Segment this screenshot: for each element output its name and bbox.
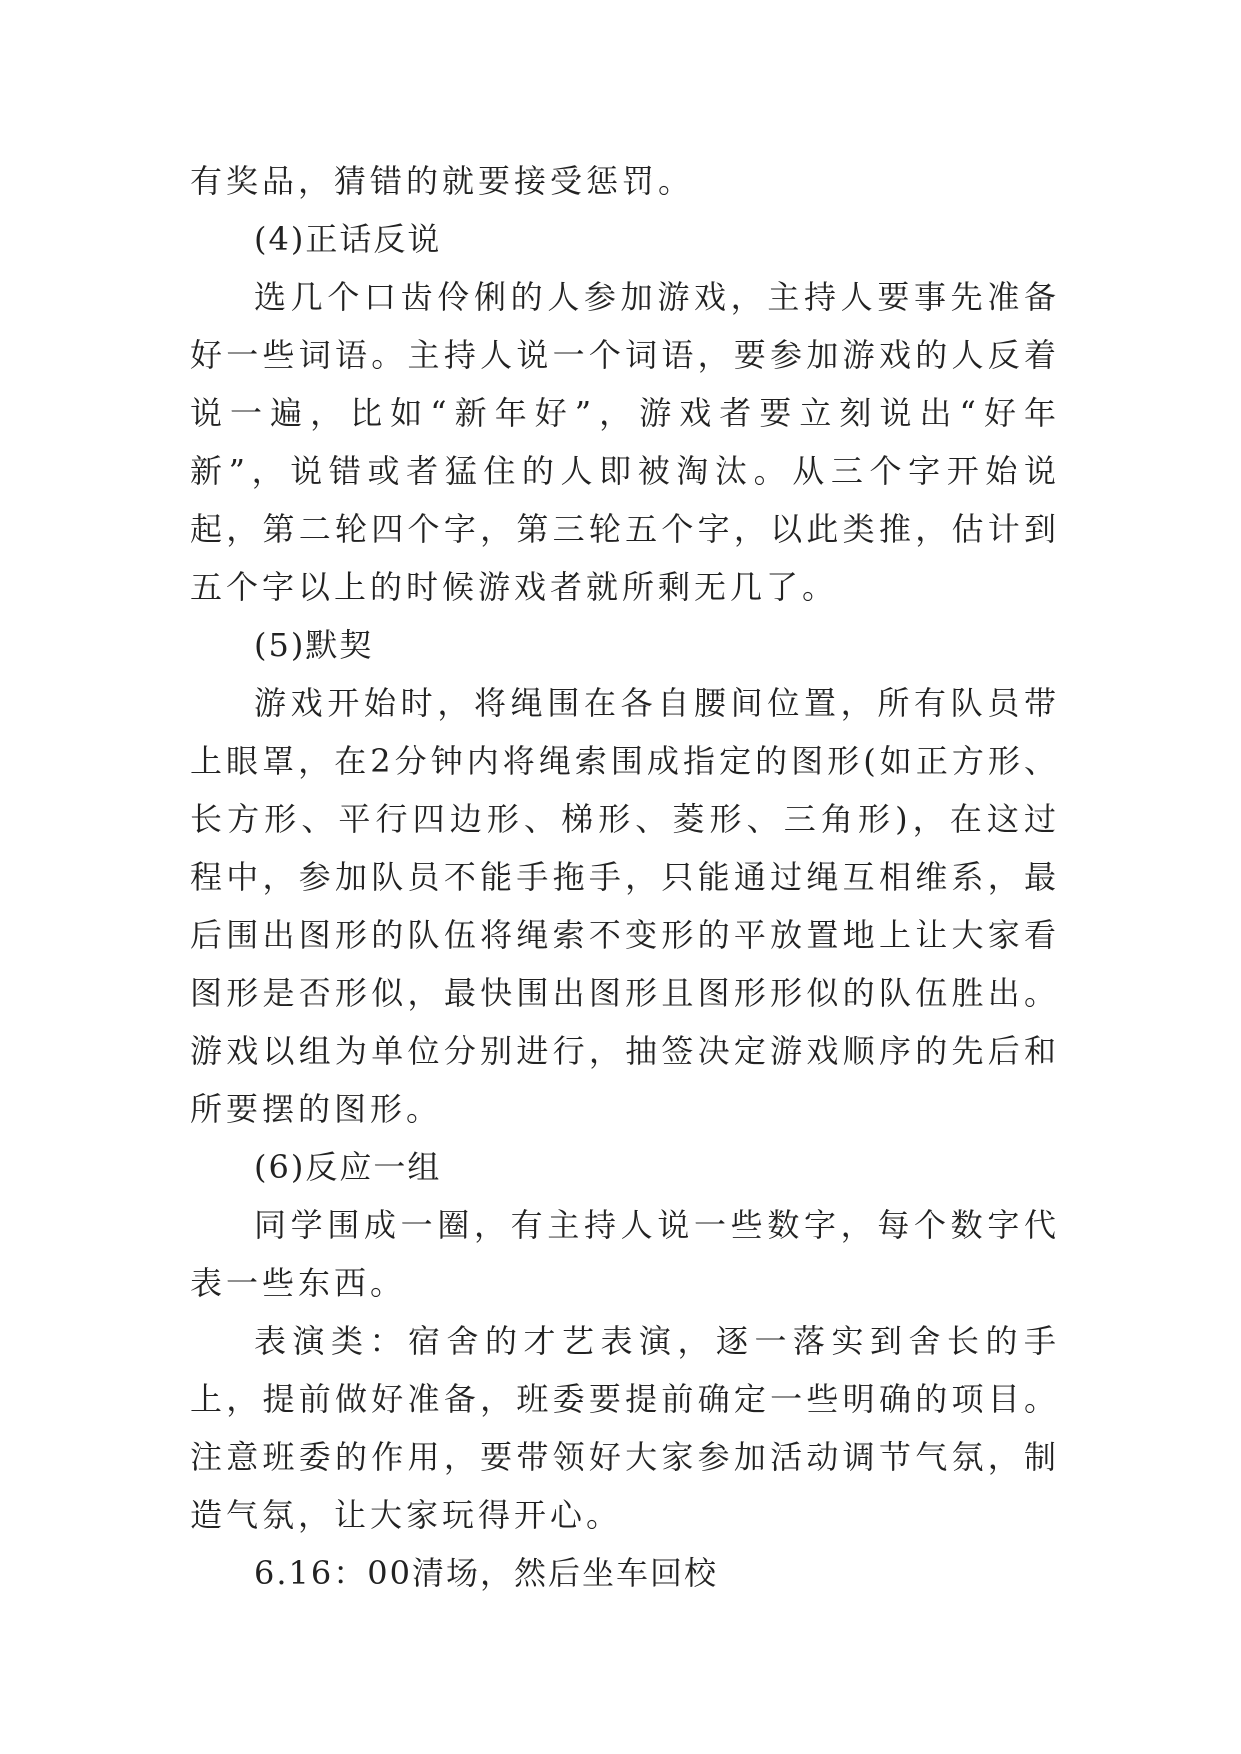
- section-heading-6: (6)反应一组: [254, 1148, 442, 1186]
- paragraph-continued: 有奖品，猜错的就要接受惩罚。: [190, 162, 695, 200]
- paragraph-reaction-game: 同学围成一圈，有主持人说一些数字，每个数字代表一些东西。: [190, 1206, 1060, 1302]
- section-heading-4: (4)正话反说: [254, 220, 442, 258]
- section-heading-5: (5)默契: [254, 626, 374, 664]
- paragraph-performance: 表演类：宿舍的才艺表演，逐一落实到舍长的手上，提前做好准备，班委要提前确定一些明确的项目。注意班委的作用，要带领好大家参加活动调节气氛，制造气氛，让大家玩得开心。: [190, 1322, 1060, 1534]
- paragraph-tacit-understanding: 游戏开始时，将绳围在各自腰间位置，所有队员带上眼罩，在2分钟内将绳索围成指定的图形(如正方形、长方形、平行四边形、梯形、菱形、三角形)，在这过程中，参加队员不能手拖手，只能通过绳互相维系，最后围出图形的队伍将绳索不变形的平放置地上让大家看图形是否形似，最快围出图形且图形形似的队伍胜出。游戏以组为单位分别进行，抽签决定游戏顺序的先后和所要摆的图形。: [190, 684, 1060, 1128]
- paragraph-reverse-speech: 选几个口齿伶俐的人参加游戏，主持人要事先准备好一些词语。主持人说一个词语，要参加游戏的人反着说一遍，比如“新年好”，游戏者要立刻说出“好年新”，说错或者猛住的人即被淘汰。从三个字开始说起，第二轮四个字，第三轮五个字，以此类推，估计到五个字以上的时候游戏者就所剩无几了。: [190, 278, 1060, 606]
- schedule-item-cleanup: 6.16：00清场，然后坐车回校: [254, 1554, 718, 1592]
- document-body: [190, 152, 1060, 1602]
